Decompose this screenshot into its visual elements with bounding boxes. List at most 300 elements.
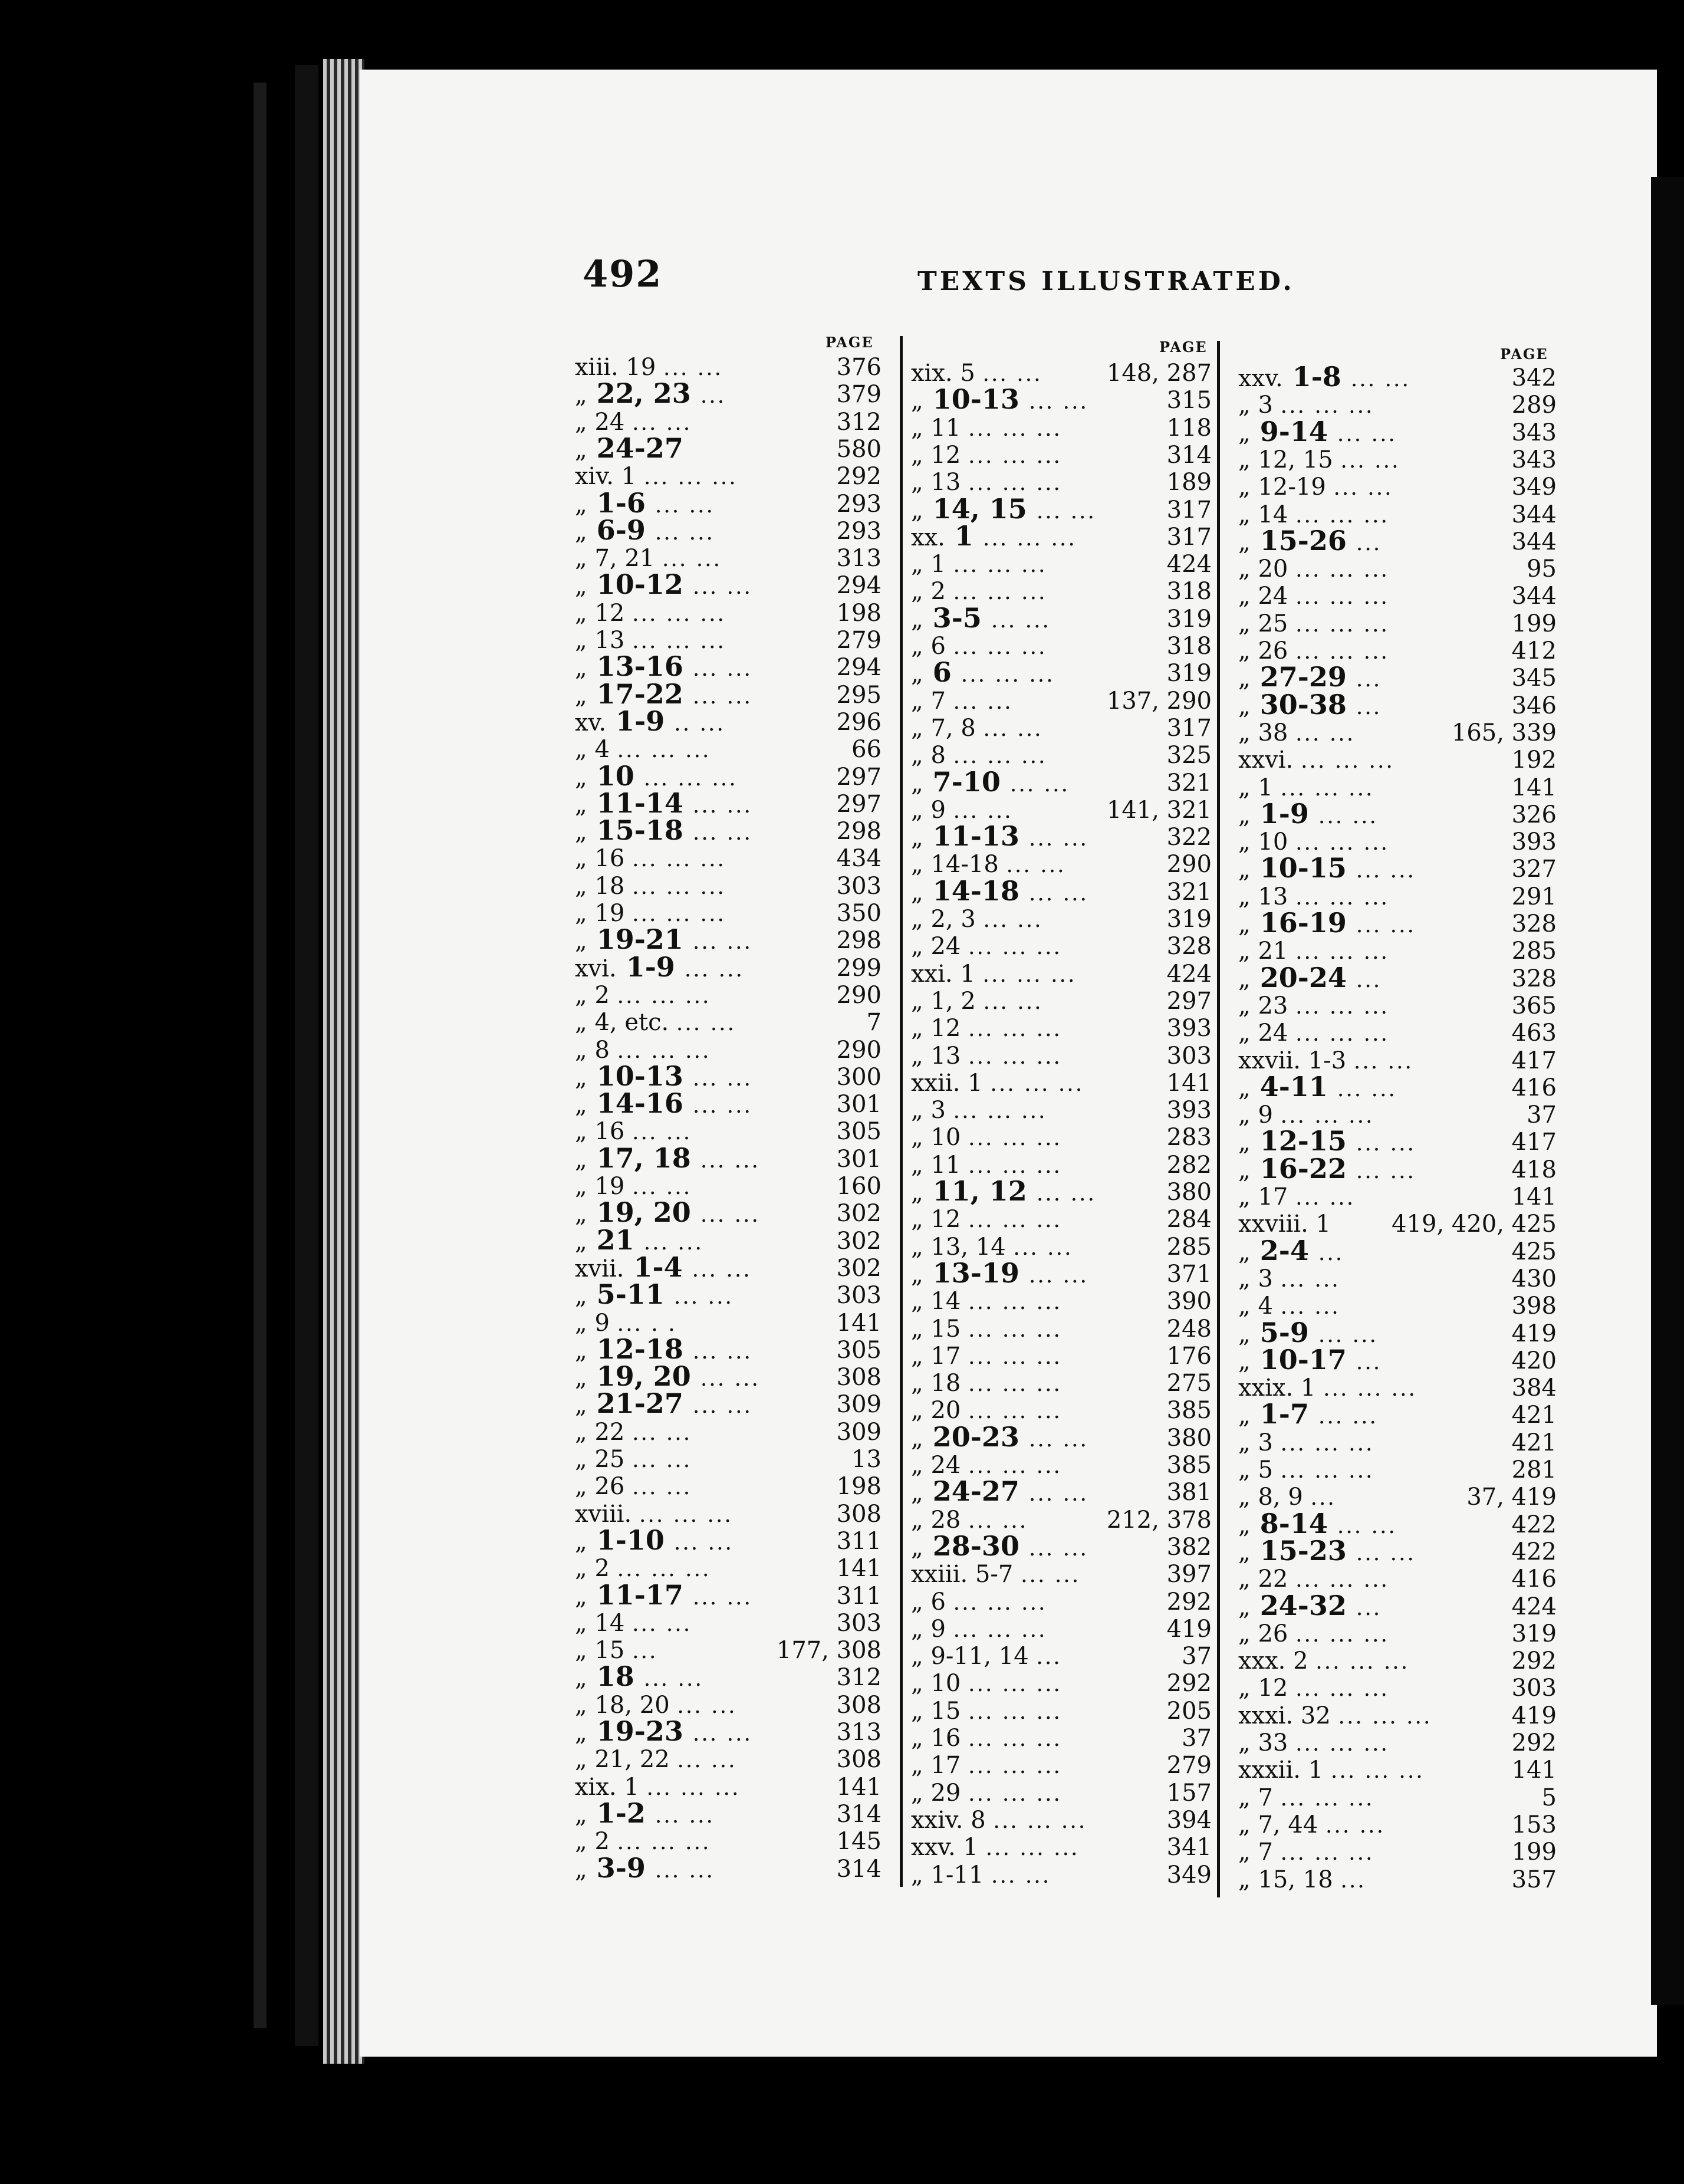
page-reference: 285	[1511, 938, 1557, 965]
column-2-page-label: PAGE	[1159, 338, 1208, 356]
leader-dots: ... ... ...	[617, 738, 711, 763]
verse-ref: 3-9	[596, 1851, 646, 1884]
verse-ref: 5	[1258, 1456, 1273, 1484]
verse-ref: 12	[930, 1206, 961, 1234]
index-entry	[911, 851, 1212, 878]
index-entry	[1238, 1152, 1557, 1185]
chapter-ref: „	[1238, 801, 1251, 829]
index-entry	[1238, 524, 1557, 557]
page-reference: 302	[836, 1254, 882, 1282]
index-entry	[575, 736, 882, 763]
chapter-ref: „	[911, 1179, 923, 1206]
page-reference: 416	[1511, 1074, 1557, 1101]
verse-ref: 15	[930, 1697, 961, 1725]
chapter-ref: „	[575, 1609, 587, 1637]
index-entry	[1238, 938, 1557, 965]
leader-dots: ... ...	[643, 1667, 703, 1692]
page-reference: 394	[1166, 1806, 1212, 1834]
chapter-ref: xxii.	[911, 1069, 961, 1097]
verse-ref: 10	[930, 1670, 961, 1698]
index-entry	[1238, 1019, 1557, 1047]
page-reference: 393	[1166, 1097, 1212, 1124]
chapter-ref: „	[575, 764, 587, 791]
chapter-ref: „	[575, 682, 587, 709]
verse-ref: 7	[1258, 1784, 1273, 1811]
index-entry	[911, 1343, 1212, 1370]
leader-dots: ... ... ...	[968, 935, 1062, 960]
index-entry	[1238, 555, 1557, 583]
chapter-ref: „	[575, 1719, 587, 1746]
chapter-ref: „	[575, 1418, 587, 1446]
leader-dots: ... ...	[692, 1257, 752, 1282]
leader-dots: ... ... ...	[953, 580, 1047, 605]
page-reference: 292	[1511, 1647, 1557, 1675]
verse-ref: 21	[596, 1223, 634, 1256]
leader-dots: ... ... ...	[968, 1781, 1062, 1806]
verse-ref: 12	[1258, 1675, 1288, 1702]
chapter-ref: „	[911, 1588, 923, 1616]
page-reference: 300	[836, 1063, 882, 1091]
page-reference: 341	[1166, 1834, 1212, 1861]
page-reference: 317	[1166, 714, 1212, 742]
leader-dots: ... ...	[676, 1011, 736, 1036]
chapter-ref: „	[911, 796, 923, 824]
index-entry	[911, 1315, 1212, 1343]
page-reference: 281	[1511, 1456, 1557, 1484]
verse-ref: 20	[930, 1397, 961, 1425]
leader-dots: ... ...	[953, 689, 1013, 714]
page-reference: 141	[1511, 1757, 1557, 1784]
index-entry	[1238, 1811, 1557, 1838]
leader-dots: ... ...	[662, 547, 722, 572]
page-reference: 346	[1511, 692, 1557, 719]
page-reference: 7	[866, 1009, 882, 1037]
leader-dots: ... ...	[692, 1066, 752, 1091]
chapter-ref: xxi.	[911, 960, 953, 988]
leader-dots: ... ... ...	[985, 1836, 1080, 1861]
index-entry	[1238, 1729, 1557, 1757]
verse-ref: 1-9	[626, 950, 675, 983]
index-entry	[575, 1715, 882, 1747]
leader-dots: ... ... ...	[990, 1071, 1084, 1096]
index-entry	[1238, 1316, 1557, 1348]
page-reference: 419	[1511, 1702, 1557, 1729]
leader-dots: ... ... ...	[1295, 940, 1389, 965]
index-entry	[911, 1780, 1212, 1807]
index-entry	[1238, 661, 1557, 693]
leader-dots: ... ...	[692, 575, 752, 600]
verse-ref: 14	[594, 1609, 625, 1637]
chapter-ref: „	[1238, 1484, 1251, 1511]
leader-dots: ... ... ...	[953, 553, 1047, 578]
verse-ref: 16	[930, 1725, 961, 1752]
chapter-ref: „	[575, 1637, 587, 1665]
leader-dots: ... ...	[953, 798, 1013, 823]
leader-dots: ... ...	[1353, 1049, 1413, 1074]
verse-ref: 8-14	[1259, 1507, 1328, 1540]
verse-ref: 18	[594, 872, 625, 900]
chapter-ref: „	[575, 599, 587, 627]
leader-dots: ... ...	[1028, 827, 1088, 851]
leader-dots: ... ...	[1036, 499, 1096, 524]
leader-dots: ...	[1356, 968, 1382, 992]
index-entry	[911, 1807, 1212, 1834]
index-entry	[575, 814, 882, 847]
page-reference: 37	[1182, 1643, 1212, 1670]
verse-ref: 4-11	[1259, 1070, 1328, 1103]
verse-ref: 6	[930, 1588, 946, 1616]
index-entry	[1238, 852, 1557, 884]
leader-dots: ... ...	[1006, 853, 1066, 878]
page-reference: 13	[851, 1446, 882, 1473]
verse-ref: 13-16	[596, 650, 683, 683]
page-reference: 397	[1166, 1561, 1212, 1588]
page-reference: 308	[836, 1364, 882, 1392]
page-reference: 294	[836, 654, 882, 682]
index-entry	[575, 923, 882, 956]
chapter-ref: „	[575, 1583, 587, 1610]
leader-dots: ... ...	[692, 684, 752, 709]
leader-dots: ... ...	[692, 1585, 752, 1610]
page-reference: 424	[1511, 1593, 1557, 1620]
leader-dots: ... ... ...	[968, 443, 1062, 468]
verse-ref: 6	[932, 656, 952, 689]
index-entry	[575, 1387, 882, 1420]
leader-dots: ... ...	[1333, 476, 1393, 501]
index-entry	[911, 601, 1212, 634]
verse-ref: 11-14	[596, 787, 683, 819]
leader-dots: ... ...	[632, 410, 692, 435]
chapter-ref: „	[911, 1097, 923, 1124]
leader-dots: ... ...	[1350, 367, 1410, 392]
leader-dots: ... ...	[982, 362, 1042, 386]
verse-ref: 18	[596, 1660, 634, 1693]
page-reference: 301	[836, 1091, 882, 1119]
page-reference: 328	[1511, 965, 1557, 992]
index-entry	[575, 1501, 882, 1528]
verse-ref: 25	[594, 1446, 625, 1473]
index-entry	[1238, 1183, 1557, 1211]
verse-ref: 9	[594, 1309, 610, 1337]
leader-dots: ... ... ...	[617, 1830, 711, 1855]
chapter-ref: „	[1238, 555, 1251, 583]
leader-dots: ... ... ...	[1315, 1650, 1410, 1675]
verse-ref: 4, etc.	[594, 1009, 669, 1037]
leader-dots: ... ...	[1318, 1405, 1378, 1429]
index-entry	[575, 1196, 882, 1229]
verse-ref: 1	[621, 463, 637, 491]
verse-ref: 11, 12	[932, 1175, 1027, 1207]
page-reference: 385	[1166, 1452, 1212, 1479]
index-entry	[911, 1152, 1212, 1179]
page-reference: 303	[1511, 1675, 1557, 1702]
verse-ref: 7, 44	[1258, 1811, 1318, 1838]
page-reference: 283	[1166, 1124, 1212, 1152]
index-entry	[911, 1042, 1212, 1070]
page-reference: 298	[836, 818, 882, 846]
index-entry	[575, 1774, 882, 1801]
page-reference: 317	[1166, 523, 1212, 551]
page-reference: 313	[836, 545, 882, 573]
page-reference: 393	[1166, 1015, 1212, 1042]
verse-ref: 21-27	[596, 1387, 683, 1420]
index-entry	[1238, 610, 1557, 637]
chapter-ref: „	[575, 545, 587, 573]
leader-dots: ... ...	[1280, 1267, 1340, 1292]
verse-ref: 22	[594, 1418, 625, 1446]
page-reference: 302	[836, 1227, 882, 1255]
verse-ref: 12	[930, 1015, 961, 1042]
leader-dots: ... ...	[1013, 1235, 1073, 1260]
verse-ref: 3	[930, 1097, 946, 1124]
verse-ref: 18, 20	[594, 1691, 670, 1719]
index-entry	[1238, 746, 1557, 774]
index-entry	[575, 409, 882, 436]
verse-ref: 7, 8	[930, 714, 976, 742]
index-entry	[911, 1420, 1212, 1453]
index-entry	[1238, 1265, 1557, 1292]
verse-ref: 9	[1258, 1101, 1273, 1129]
chapter-ref: „	[911, 1042, 923, 1070]
chapter-ref: xxx.	[1238, 1647, 1286, 1675]
verse-ref: 20	[1258, 555, 1288, 583]
chapter-ref: „	[575, 1528, 587, 1555]
page-reference: 305	[836, 1336, 882, 1364]
leader-dots: ... ...	[677, 1748, 737, 1773]
leader-dots: ... ... ...	[1295, 558, 1389, 583]
verse-ref: 15-26	[1259, 524, 1347, 557]
page-reference: 290	[1166, 851, 1212, 879]
leader-dots: ...	[700, 384, 726, 409]
leader-dots: ... ...	[692, 930, 752, 955]
leader-dots: ... ...	[700, 1367, 760, 1392]
page-reference: 279	[836, 627, 882, 654]
page-reference: 379	[836, 381, 882, 409]
index-entry	[1238, 1456, 1557, 1484]
verse-ref: 32	[1300, 1702, 1331, 1729]
page-reference: 393	[1511, 828, 1557, 856]
chapter-ref: „	[911, 1206, 923, 1234]
page-reference: 311	[836, 1582, 882, 1610]
index-entry	[1238, 446, 1557, 473]
chapter-ref: „	[911, 824, 923, 852]
index-entry	[1238, 828, 1557, 856]
page-reference: 192	[1511, 746, 1557, 774]
chapter-ref: „	[1238, 1620, 1251, 1647]
page-reference: 297	[836, 790, 882, 818]
index-entry	[1238, 1838, 1557, 1866]
chapter-ref: xxvi.	[1238, 746, 1294, 774]
page-reference: 322	[1166, 824, 1212, 851]
verse-ref: 13	[930, 469, 961, 496]
leader-dots: ... ... ...	[968, 1017, 1062, 1042]
index-entry	[911, 442, 1212, 469]
page-reference: 303	[836, 872, 882, 900]
verse-ref: 12, 15	[1258, 446, 1333, 473]
page-reference: 312	[836, 1664, 882, 1692]
index-entry	[575, 1524, 882, 1556]
verse-ref: 30-38	[1259, 688, 1347, 721]
chapter-ref: „	[911, 1779, 923, 1807]
chapter-ref: „	[911, 496, 923, 524]
verse-ref: 16	[594, 1118, 625, 1146]
page-reference: 165, 339	[1451, 719, 1557, 746]
chapter-ref: „	[1238, 911, 1251, 938]
verse-ref: 14	[1258, 501, 1288, 528]
chapter-ref: „	[1238, 665, 1251, 693]
page-reference: 292	[836, 463, 882, 491]
verse-ref: 1-3	[1308, 1047, 1347, 1074]
chapter-ref: „	[575, 872, 587, 900]
verse-ref: 38	[1258, 719, 1288, 746]
page-reference: 157	[1166, 1779, 1212, 1807]
leader-dots: ... ...	[1356, 1159, 1416, 1183]
leader-dots: ... ... ...	[1280, 776, 1374, 801]
leader-dots: ... ...	[1009, 772, 1070, 797]
leader-dots: ... ...	[632, 1175, 692, 1199]
verse-ref: 9	[930, 796, 946, 824]
leader-dots: ... ...	[1295, 721, 1356, 746]
chapter-ref: „	[1238, 1347, 1251, 1375]
index-entry	[1238, 1398, 1557, 1430]
index-entry	[1238, 637, 1557, 665]
verse-ref: 13, 14	[930, 1233, 1006, 1261]
index-entry	[575, 1310, 882, 1337]
verse-ref: 2, 3	[930, 906, 976, 933]
leader-dots: ... ...	[983, 716, 1043, 741]
chapter-ref: „	[911, 1861, 923, 1889]
leader-dots: ... ... ...	[968, 1208, 1062, 1233]
leader-dots: ... ... ...	[1323, 1377, 1417, 1402]
page-reference: 292	[1166, 1670, 1212, 1698]
page-reference: 357	[1511, 1866, 1557, 1893]
index-entry	[911, 820, 1212, 853]
index-entry	[911, 1561, 1212, 1588]
chapter-ref: „	[1238, 1784, 1251, 1811]
verse-ref: 8	[930, 742, 946, 769]
leader-dots: ... ...	[1340, 448, 1400, 473]
leader-dots: ... ... ...	[968, 1372, 1062, 1397]
verse-ref: 1	[968, 1069, 983, 1097]
verse-ref: 3-5	[932, 601, 982, 634]
chapter-ref: „	[1238, 828, 1251, 856]
index-entry	[575, 1610, 882, 1637]
index-entry	[575, 432, 882, 464]
chapter-ref: xxix.	[1238, 1374, 1294, 1402]
page-reference: 380	[1166, 1424, 1212, 1452]
page-reference: 424	[1166, 960, 1212, 988]
page-number: 492	[583, 252, 663, 295]
page-reference: 319	[1511, 1620, 1557, 1647]
index-entry	[1238, 1292, 1557, 1320]
index-entry	[575, 845, 882, 872]
chapter-ref: „	[575, 1446, 587, 1473]
page-reference: 141, 321	[1106, 796, 1212, 824]
index-entry	[911, 742, 1212, 769]
chapter-ref: „	[911, 851, 923, 879]
index-entry	[575, 677, 882, 710]
leader-dots: ... ...	[632, 1475, 692, 1500]
leader-dots: ... ... ...	[1338, 1704, 1432, 1729]
page-reference: 5	[1541, 1784, 1557, 1811]
page-reference: 292	[1511, 1729, 1557, 1757]
leader-dots: ...	[1356, 667, 1382, 692]
chapter-ref: „	[575, 1091, 587, 1119]
index-entry	[1238, 688, 1557, 721]
chapter-ref: „	[575, 1118, 587, 1146]
index-entry	[911, 1588, 1212, 1616]
page-reference: 343	[1511, 446, 1557, 473]
verse-ref: 15, 18	[1258, 1866, 1333, 1893]
leader-dots: ... ...	[1356, 859, 1416, 883]
verse-ref: 10-12	[596, 568, 683, 601]
chapter-ref: „	[1238, 1429, 1251, 1456]
leader-dots: ... ... ...	[1280, 1841, 1374, 1866]
page-reference: 296	[836, 708, 882, 736]
chapter-ref: „	[575, 1146, 587, 1173]
leader-dots: ... ... ...	[617, 1038, 711, 1063]
index-entry	[575, 568, 882, 601]
leader-dots: ... ... ...	[953, 744, 1047, 769]
verse-ref: 9-14	[1259, 415, 1328, 448]
page-reference: 308	[836, 1691, 882, 1719]
chapter-ref: xxxi.	[1238, 1702, 1294, 1729]
chapter-ref: „	[1238, 1866, 1251, 1893]
page-reference: 422	[1511, 1538, 1557, 1565]
verse-ref: 23	[1258, 992, 1288, 1019]
chapter-ref: „	[911, 1752, 923, 1780]
leader-dots: ... ... ...	[968, 416, 1062, 441]
leader-dots: ... ... ...	[968, 1727, 1062, 1751]
index-entry	[1238, 1866, 1557, 1893]
page-reference: 293	[836, 490, 882, 518]
chapter-ref: „	[1238, 1292, 1251, 1320]
chapter-ref: „	[1238, 1019, 1251, 1047]
page-reference: 118	[1166, 414, 1212, 442]
page-reference: 290	[836, 1036, 882, 1064]
page-reference: 380	[1166, 1179, 1212, 1206]
page-reference: 349	[1511, 473, 1557, 501]
index-entry	[575, 1797, 882, 1829]
chapter-ref: „	[911, 933, 923, 961]
page-reference: 189	[1166, 469, 1212, 496]
page-reference: 141	[836, 1555, 882, 1583]
index-entry	[1238, 719, 1557, 746]
page-reference: 141	[1166, 1069, 1212, 1097]
verse-ref: 1	[930, 551, 946, 578]
page-reference: 309	[836, 1391, 882, 1419]
page-reference: 381	[1166, 1479, 1212, 1507]
leader-dots: ... ...	[1325, 1813, 1386, 1838]
page-reference: 303	[836, 1282, 882, 1310]
chapter-ref: „	[911, 1534, 923, 1561]
chapter-ref: „	[575, 1228, 587, 1255]
chapter-ref: „	[575, 1009, 587, 1037]
verse-ref: 13	[1258, 883, 1288, 910]
index-entry	[911, 656, 1212, 689]
index-entry	[911, 1015, 1212, 1042]
leader-dots: ... ...	[1028, 1482, 1088, 1507]
index-entry	[575, 1278, 882, 1311]
chapter-ref: „	[1238, 637, 1251, 665]
verse-ref: 4	[594, 736, 610, 764]
verse-ref: 28	[930, 1506, 961, 1534]
chapter-ref: „	[1238, 1729, 1251, 1757]
page-reference: 424	[1166, 551, 1212, 578]
verse-ref: 13-19	[932, 1257, 1019, 1289]
index-entry	[575, 1333, 882, 1365]
leader-dots: ... ... ...	[646, 1775, 741, 1800]
